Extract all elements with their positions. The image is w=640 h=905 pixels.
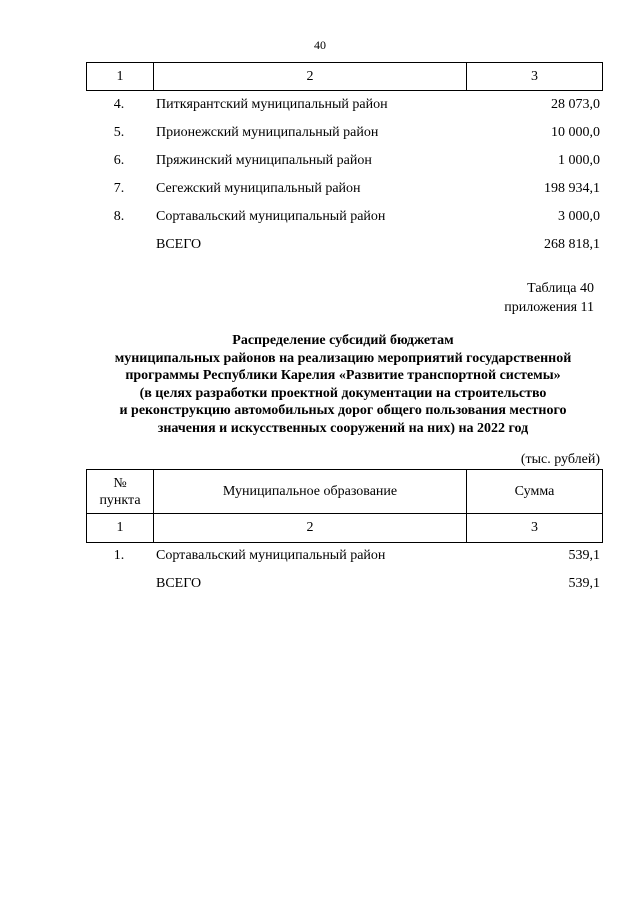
table-number: Таблица 40 bbox=[527, 281, 594, 296]
row-sum: 10 000,0 bbox=[551, 125, 600, 140]
total-row bbox=[86, 571, 602, 599]
title-line: и реконструкцию автомобильных дорог общего пользования местного bbox=[119, 403, 567, 419]
row-name: Питкярантский муниципальный район bbox=[156, 97, 388, 112]
table40-rows bbox=[86, 543, 602, 599]
title-line: Распределение субсидий бюджетам bbox=[232, 333, 454, 348]
header-number-cell bbox=[87, 470, 154, 514]
table-row bbox=[86, 92, 602, 120]
row-number: 6. bbox=[113, 153, 125, 168]
row-sum: 3 000,0 bbox=[558, 209, 600, 224]
title-line: программы Республики Карелия «Развитие транспортной системы» bbox=[125, 368, 561, 384]
header-municipality: Муниципальное образование bbox=[154, 470, 467, 514]
table-row bbox=[86, 148, 602, 176]
top-table-header bbox=[86, 62, 603, 91]
row-number: 8. bbox=[113, 209, 125, 224]
numbering-col-3: 3 bbox=[467, 514, 603, 543]
numbering-col-2: 2 bbox=[154, 514, 467, 543]
row-name: Сортавальский муниципальный район bbox=[156, 548, 386, 563]
top-table-rows bbox=[86, 92, 602, 260]
row-name: Сортавальский муниципальный район bbox=[156, 209, 386, 224]
number-sign: № bbox=[113, 475, 127, 491]
row-number: 5. bbox=[113, 125, 125, 140]
table-row bbox=[86, 176, 602, 204]
numbering-col-1: 1 bbox=[87, 514, 154, 543]
table-label bbox=[504, 279, 594, 317]
total-row bbox=[86, 232, 602, 260]
total-label: ВСЕГО bbox=[156, 237, 202, 252]
appendix-reference: приложения 11 bbox=[504, 300, 594, 315]
header-col-2: 2 bbox=[154, 63, 467, 91]
total-sum: 268 818,1 bbox=[544, 237, 600, 252]
total-label: ВСЕГО bbox=[156, 576, 202, 591]
table-title bbox=[60, 332, 626, 438]
table-row bbox=[86, 120, 602, 148]
row-name: Прионежский муниципальный район bbox=[156, 125, 379, 140]
page-number: 40 bbox=[314, 38, 326, 52]
row-sum: 198 934,1 bbox=[544, 181, 600, 196]
row-sum: 28 073,0 bbox=[551, 97, 600, 112]
row-number: 7. bbox=[113, 181, 125, 196]
units-label: (тыс. рублей) bbox=[520, 452, 600, 467]
row-number: 4. bbox=[113, 97, 125, 112]
row-sum: 539,1 bbox=[568, 548, 600, 563]
table40-header bbox=[86, 469, 603, 543]
row-sum: 1 000,0 bbox=[558, 153, 600, 168]
row-name: Пряжинский муниципальный район bbox=[156, 153, 372, 168]
header-col-3: 3 bbox=[467, 63, 603, 91]
title-line: (в целях разработки проектной документации на строительство bbox=[139, 385, 547, 401]
title-line: муниципальных районов на реализацию мероприятий государственной bbox=[114, 350, 572, 366]
row-number: 1. bbox=[113, 548, 125, 563]
total-sum: 539,1 bbox=[568, 576, 600, 591]
title-line: значения и искусственных сооружений на них) на 2022 год bbox=[157, 420, 529, 436]
table-row bbox=[86, 204, 602, 232]
number-label: пункта bbox=[99, 492, 141, 508]
header-sum: Сумма bbox=[467, 470, 603, 514]
header-col-1: 1 bbox=[87, 63, 154, 91]
row-name: Сегежский муниципальный район bbox=[156, 181, 361, 196]
table-row bbox=[86, 543, 602, 571]
